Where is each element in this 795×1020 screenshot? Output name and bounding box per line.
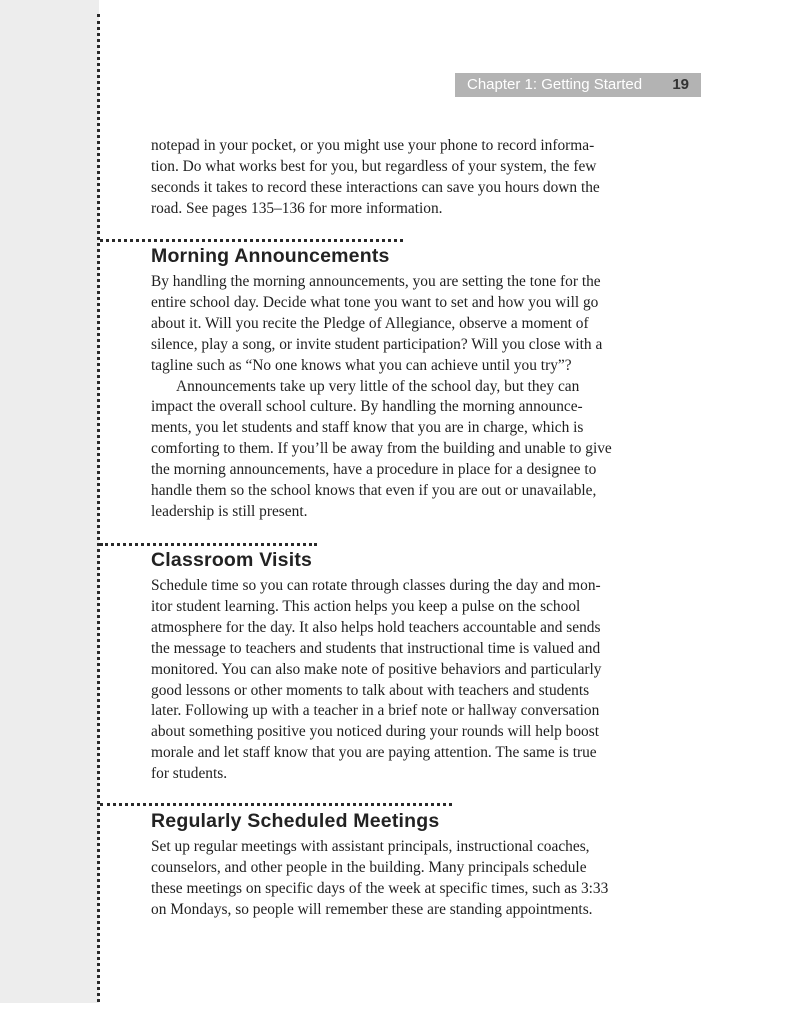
intro-paragraph <box>151 136 651 220</box>
text-line: tagline such as “No one knows what you can achieve until you try”? <box>151 356 572 374</box>
text-line: the message to teachers and students that instructional time is valued and <box>151 639 601 657</box>
page-number: 19 <box>672 76 689 93</box>
text-line: these meetings on specific days of the week at specific times, such as 3:33 <box>151 879 609 897</box>
text-line: about something positive you noticed during your rounds will help boost <box>151 723 599 741</box>
text-line: Schedule time so you can rotate through classes during the day and mon- <box>151 577 601 594</box>
section-divider <box>100 803 452 806</box>
page-left-margin <box>0 0 99 1003</box>
text-line: impact the overall school culture. By handling the morning announce- <box>151 398 583 416</box>
text-line: Set up regular meetings with assistant principals, instructional coaches, <box>151 838 590 855</box>
text-line: road. See pages 135–136 for more information. <box>151 199 443 217</box>
text-line: atmosphere for the day. It also helps hold teachers accountable and sends <box>151 618 601 636</box>
text-line: later. Following up with a teacher in a brief note or hallway conversation <box>151 702 600 720</box>
text-line: seconds it takes to record these interactions can save you hours down the <box>151 178 600 196</box>
text-line: Announcements take up very little of the school day, but they can <box>176 377 580 395</box>
text-line: tion. Do what works best for you, but regardless of your system, the few <box>151 157 597 175</box>
text-line: entire school day. Decide what tone you want to set and how you will go <box>151 293 599 311</box>
text-line: itor student learning. This action helps you keep a pulse on the school <box>151 597 581 615</box>
text-line: the morning announcements, have a procedure in place for a designee to <box>151 461 597 479</box>
text-line: counselors, and other people in the building. Many principals schedule <box>151 858 587 876</box>
text-line: morale and let staff know that you are paying attention. The same is true <box>151 744 597 762</box>
section-body-classroom-visits <box>151 576 651 785</box>
text-line: good lessons or other moments to talk about with teachers and students <box>151 681 590 699</box>
section-body-morning-announcements <box>151 272 651 523</box>
section-heading-regularly-scheduled-meetings: Regularly Scheduled Meetings <box>151 810 440 832</box>
text-line: notepad in your pocket, or you might use your phone to record informa- <box>151 137 595 154</box>
text-line: leadership is still present. <box>151 502 308 520</box>
text-line: on Mondays, so people will remember these are standing appointments. <box>151 900 593 918</box>
text-line: By handling the morning announcements, you are setting the tone for the <box>151 273 601 290</box>
section-heading-classroom-visits: Classroom Visits <box>151 549 313 571</box>
text-line: handle them so the school knows that even if you are out or unavailable, <box>151 482 597 500</box>
section-divider <box>100 543 317 546</box>
text-line: silence, play a song, or invite student participation? Will you close with a <box>151 335 603 353</box>
text-line: comforting to them. If you’ll be away from the building and unable to give <box>151 440 612 458</box>
text-line: for students. <box>151 765 228 783</box>
text-line: about it. Will you recite the Pledge of Allegiance, observe a moment of <box>151 314 589 332</box>
text-line: ments, you let students and staff know that you are in charge, which is <box>151 419 584 437</box>
text-line: monitored. You can also make note of positive behaviors and particularly <box>151 660 602 678</box>
running-header <box>455 73 701 97</box>
section-heading-morning-announcements: Morning Announcements <box>151 245 390 267</box>
chapter-title: Chapter 1: Getting Started <box>467 76 643 93</box>
section-divider <box>100 239 403 242</box>
section-body-regularly-scheduled-meetings <box>151 837 651 921</box>
dotted-margin-rule <box>97 14 100 1002</box>
